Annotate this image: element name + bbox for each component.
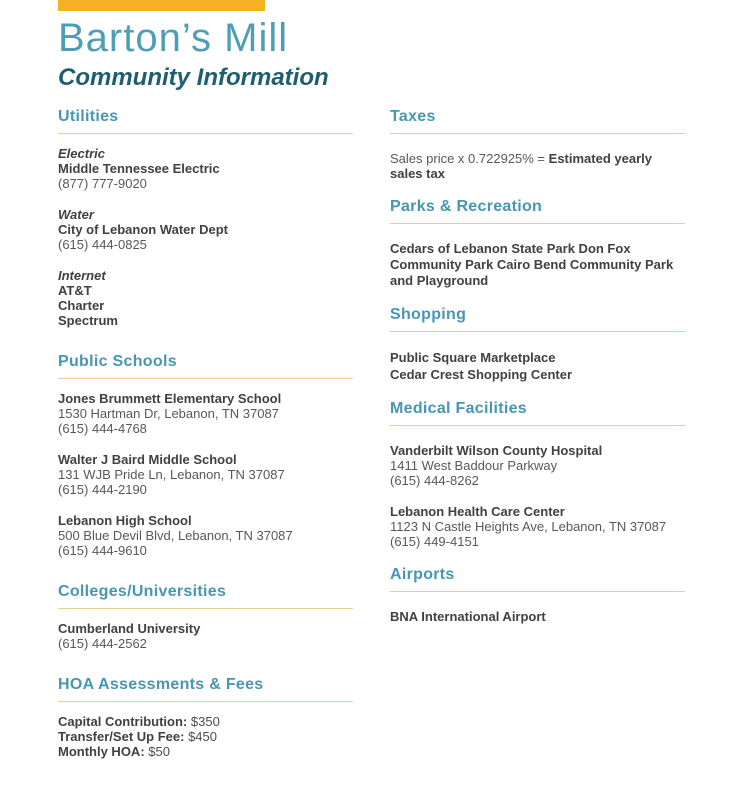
medical-heading: Medical Facilities [390,400,685,426]
utility-phone: (615) 444-0825 [58,237,147,252]
fee-value: $50 [148,744,170,759]
utilities-heading: Utilities [58,108,353,134]
fee-value: $350 [190,714,220,729]
public-schools-heading: Public Schools [58,353,353,379]
utility-type-label: Electric [58,146,105,161]
medical-facility-entry [390,443,685,488]
hoa-fee-line [58,744,353,759]
utility-phone: (877) 777-9020 [58,176,147,191]
section-utilities [58,108,353,328]
page-subtitle: Community Information [58,64,329,91]
section-medical [390,400,685,549]
school-name: Jones Brummett Elementary School [58,391,282,406]
parks-heading: Parks & Recreation [390,198,685,224]
content-columns [58,108,685,784]
school-address: 131 WJB Pride Ln, Lebanon, TN 37087 [58,467,285,482]
taxes-heading: Taxes [390,108,685,134]
page-title: Barton’s Mill [58,16,289,60]
utility-type-label: Internet [58,268,106,283]
school-phone: (615) 444-9610 [58,543,147,558]
colleges-body [58,621,353,651]
facility-phone: (615) 449-4151 [390,534,479,549]
taxes-body [390,151,685,181]
shopping-item: Public Square Marketplace [390,350,556,365]
facility-address: 1123 N Castle Heights Ave, Lebanon, TN 37087 [390,519,667,534]
utilities-body [58,146,353,328]
section-taxes [390,108,685,181]
section-shopping [390,306,685,383]
college-entry [58,621,353,651]
hoa-body [58,714,353,759]
hoa-heading: HOA Assessments & Fees [58,676,353,702]
formula-result: Estimated yearly sales tax [390,151,652,181]
parks-text-line: Community Park Cairo Bend Community Park [390,257,674,272]
facility-name: Vanderbilt Wilson County Hospital [390,443,603,458]
utility-entry-electric [58,146,353,191]
section-colleges [58,583,353,651]
school-address: 500 Blue Devil Blvd, Lebanon, TN 37087 [58,528,293,543]
school-name: Lebanon High School [58,513,192,528]
section-parks [390,198,685,289]
airports-heading: Airports [390,566,685,592]
fee-label: Monthly HOA: [58,744,145,759]
college-name: Cumberland University [58,621,201,636]
right-column [390,108,685,784]
school-entry [58,452,353,497]
shopping-item: Cedar Crest Shopping Center [390,367,573,382]
formula-prefix: Sales price x 0.722925% = [390,151,546,166]
section-public-schools [58,353,353,558]
medical-facility-entry [390,504,685,549]
accent-bar [58,0,265,11]
public-schools-body [58,391,353,558]
shopping-heading: Shopping [390,306,685,332]
fee-label: Capital Contribution: [58,714,188,729]
internet-provider: Spectrum [58,313,118,328]
college-phone: (615) 444-2562 [58,636,147,651]
parks-text-line: Cedars of Lebanon State Park Don Fox [390,241,631,256]
sales-tax-formula [390,151,685,181]
parks-body [390,241,685,289]
facility-address: 1411 West Baddour Parkway [390,458,558,473]
school-phone: (615) 444-2190 [58,482,147,497]
school-phone: (615) 444-4768 [58,421,147,436]
colleges-heading: Colleges/Universities [58,583,353,609]
school-entry [58,391,353,436]
airports-body [390,609,685,624]
facility-phone: (615) 444-8262 [390,473,479,488]
school-name: Walter J Baird Middle School [58,452,237,467]
utility-entry-internet [58,268,353,328]
airport-name: BNA International Airport [390,609,546,624]
section-airports [390,566,685,624]
shopping-body [390,349,685,383]
school-address: 1530 Hartman Dr, Lebanon, TN 37087 [58,406,279,421]
facility-name: Lebanon Health Care Center [390,504,565,519]
internet-provider: Charter [58,298,105,313]
page-header [58,16,329,91]
internet-provider: AT&T [58,283,92,298]
hoa-fee-line [58,729,353,744]
parks-text-line: and Playground [390,273,489,288]
utility-provider-name: City of Lebanon Water Dept [58,222,228,237]
utility-entry-water [58,207,353,252]
fee-label: Transfer/Set Up Fee: [58,729,185,744]
utility-provider-name: Middle Tennessee Electric [58,161,220,176]
school-entry [58,513,353,558]
fee-value: $450 [188,729,217,744]
section-hoa [58,676,353,759]
hoa-fee-line [58,714,353,729]
medical-body [390,443,685,549]
left-column [58,108,353,784]
utility-type-label: Water [58,207,94,222]
